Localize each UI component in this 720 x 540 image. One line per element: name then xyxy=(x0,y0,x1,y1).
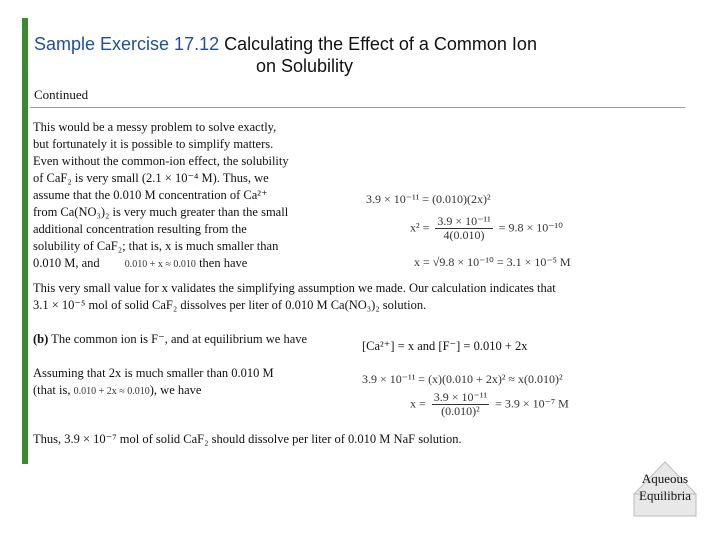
title-line-1: Calculating the Effect of a Common Ion xyxy=(219,34,537,54)
eq2-fraction xyxy=(435,215,492,242)
para1-line-text: then have xyxy=(199,256,248,270)
accent-bar xyxy=(22,18,28,464)
approx-expression-2: 0.010 + 2x ≈ 0.010 xyxy=(73,386,150,397)
part-b-label: (b) xyxy=(33,332,49,346)
para2-line: This very small value for x validates the simplifying assumption we made. Our calculation indicates that xyxy=(33,281,556,295)
paragraph-4: Thus, 3.9 × 10⁻⁷ mol of solid CaF₂ should dissolve per liter of 0.010 M NaF solution. xyxy=(33,432,462,446)
eq5-denominator: (0.010)² xyxy=(441,404,480,418)
eq2-numerator: 3.9 × 10⁻¹¹ xyxy=(437,214,491,228)
para1-line: additional concentration resulting from the xyxy=(33,222,247,236)
para1-line xyxy=(33,255,333,273)
eq2-denominator: 4(0.010) xyxy=(443,228,485,242)
logo-line-1: Aqueous xyxy=(641,471,689,486)
para3-line xyxy=(33,382,274,400)
para1-line: from Ca(NO₃)₂ is very much greater than the small xyxy=(33,205,289,219)
equation-5 xyxy=(410,391,569,418)
para3-text: (that is, xyxy=(33,383,71,397)
para1-line: solubility of CaF₂; that is, x is much smaller than xyxy=(33,239,279,253)
logo-line-2: Equilibria xyxy=(639,488,691,503)
para1-line: assume that the 0.010 M concentration of Ca²⁺ xyxy=(33,188,268,202)
eq2-rhs: = 9.8 × 10⁻¹⁰ xyxy=(498,220,563,235)
part-b-text: The common ion is F⁻, and at equilibrium we have xyxy=(48,332,308,346)
equation-4: 3.9 × 10⁻¹¹ = (x)(0.010 + 2x)² ≈ x(0.010)² xyxy=(362,372,563,386)
slide-title xyxy=(34,33,537,77)
approx-expression-1: 0.010 + x ≈ 0.010 xyxy=(124,259,196,270)
para1-line: This would be a messy problem to solve exactly, xyxy=(33,120,277,134)
para3-line: Assuming that 2x is much smaller than 0.010 M xyxy=(33,366,274,380)
eq5-lhs: x = xyxy=(410,396,426,411)
equation-3: x = √9.8 × 10⁻¹⁰ = 3.1 × 10⁻⁵ M xyxy=(414,255,571,269)
eq2-lhs: x² = xyxy=(410,220,430,235)
eq5-fraction xyxy=(432,391,489,418)
continued-label: Continued xyxy=(34,87,89,102)
paragraph-1 xyxy=(33,119,333,273)
part-b-equation: [Ca²⁺] = x and [F⁻] = 0.010 + 2x xyxy=(362,339,528,353)
exercise-number: Sample Exercise 17.12 xyxy=(34,34,220,54)
para2-line: 3.1 × 10⁻⁵ mol of solid CaF₂ dissolves per liter of 0.010 M Ca(NO₃)₂ solution. xyxy=(33,298,427,312)
paragraph-3 xyxy=(33,365,274,400)
part-b xyxy=(33,331,307,348)
equation-2 xyxy=(410,215,563,242)
divider xyxy=(30,107,685,108)
equation-1: 3.9 × 10⁻¹¹ = (0.010)(2x)² xyxy=(366,192,491,206)
para3-text: ), we have xyxy=(149,383,202,397)
paragraph-2 xyxy=(33,280,693,314)
para1-line-text: 0.010 M, and xyxy=(33,256,100,270)
title-line-2: on Solubility xyxy=(256,56,354,76)
para1-line: of CaF₂ is very small (2.1 × 10⁻⁴ M). Thus, we xyxy=(33,171,269,185)
logo-label xyxy=(630,470,700,504)
para1-line: but fortunately it is possible to simplify matters. xyxy=(33,137,274,151)
para1-line: Even without the common-ion effect, the solubility xyxy=(33,154,289,168)
eq5-numerator: 3.9 × 10⁻¹¹ xyxy=(433,390,488,404)
eq5-rhs: = 3.9 × 10⁻⁷ M xyxy=(495,396,569,411)
